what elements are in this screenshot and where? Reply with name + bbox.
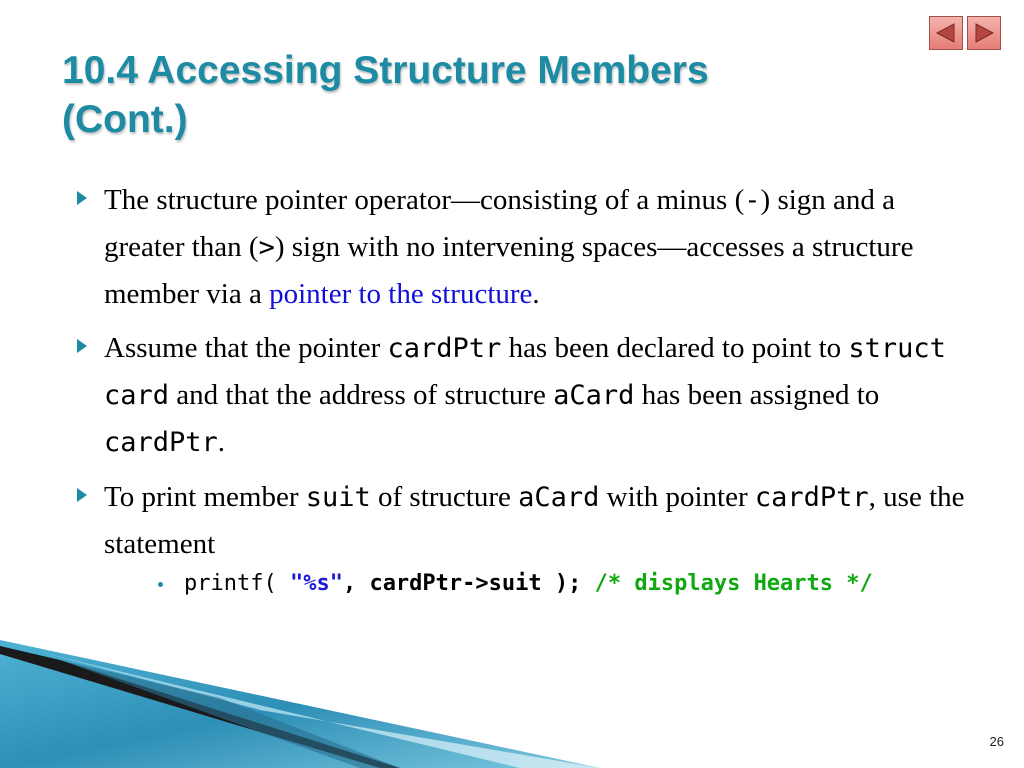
slide-title-line2: (Cont.) <box>62 98 188 141</box>
code-token: > <box>258 232 275 263</box>
triangle-bullet-icon <box>76 338 88 354</box>
text-run: , use the statement <box>104 481 965 560</box>
text-run: of structure <box>370 481 519 513</box>
code-token: struct card <box>104 333 946 411</box>
text-run: To print member <box>104 481 306 513</box>
text-run: . <box>532 278 540 310</box>
bullet-item <box>76 177 976 317</box>
slide-title-line1: 10.4 Accessing Structure Members <box>62 49 709 92</box>
bullet-item <box>76 325 976 466</box>
decorative-swoosh <box>0 640 1024 768</box>
highlighted-term: pointer to the structure <box>269 278 533 310</box>
code-token: - <box>744 185 761 216</box>
code-token: aCard <box>518 482 600 513</box>
text-run: ) sign with no intervening spaces—accesses a structure member via a <box>104 231 914 310</box>
bullet-text <box>104 325 976 466</box>
text-run: with pointer <box>599 481 755 513</box>
code-string-literal: "%s" <box>289 571 343 596</box>
dot-bullet-icon <box>158 582 163 587</box>
text-run: and that the address of structure <box>169 379 554 411</box>
text-run: The structure pointer operator—consisting of a minus ( <box>104 184 745 216</box>
triangle-bullet-icon <box>76 190 88 206</box>
bullet-text <box>104 177 976 317</box>
code-sub-bullet <box>158 569 976 599</box>
code-token: aCard <box>553 380 635 411</box>
text-run: has been assigned to <box>634 379 880 411</box>
next-slide-button[interactable] <box>967 16 1001 50</box>
slide-nav <box>929 16 1001 50</box>
bullet-item <box>76 474 976 567</box>
slide-title <box>62 46 922 144</box>
page-number: 26 <box>989 734 1004 749</box>
triangle-right-icon <box>973 22 995 44</box>
code-statement <box>184 569 976 599</box>
code-text: printf( <box>184 571 290 596</box>
code-token: cardPtr <box>754 482 869 513</box>
code-text: , cardPtr->suit ); <box>342 571 595 596</box>
slide-content <box>76 177 976 599</box>
bullet-text <box>104 474 976 567</box>
text-run: Assume that the pointer <box>104 332 388 364</box>
code-comment: /* displays Hearts */ <box>594 571 873 596</box>
code-token: suit <box>305 482 371 513</box>
code-token: cardPtr <box>387 333 502 364</box>
text-run: ) sign and a greater than ( <box>104 184 896 263</box>
code-token: cardPtr <box>104 427 218 458</box>
triangle-left-icon <box>935 22 957 44</box>
triangle-bullet-icon <box>76 487 88 503</box>
previous-slide-button[interactable] <box>929 16 963 50</box>
text-run: . <box>217 426 226 458</box>
text-run: has been declared to point to <box>501 332 849 364</box>
